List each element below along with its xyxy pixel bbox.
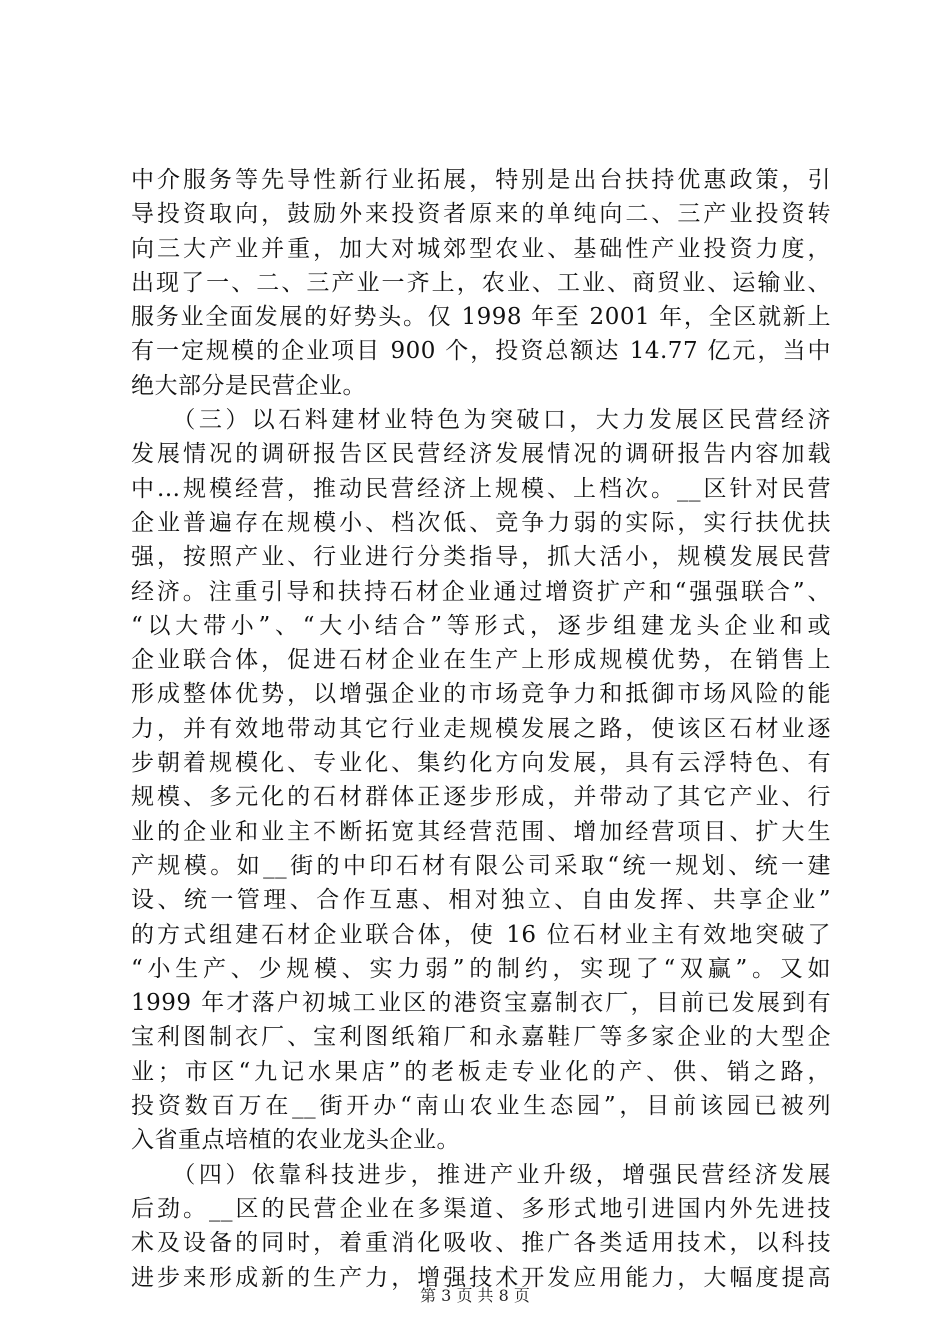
text-line: 规模、多元化的石材群体正逐步形成，并带动了其它产业、行 bbox=[131, 784, 831, 811]
text-line: 绝大部分是民营企业。 bbox=[131, 372, 366, 399]
text-line: 后劲。__区的民营企业在多渠道、多形式地引进国内外先进技 bbox=[131, 1195, 831, 1222]
text-line: 经济。注重引导和扶持石材企业通过增资扩产和“强强联合”、 bbox=[131, 578, 831, 605]
text-line: 向三大产业并重，加大对城郊型农业、基础性产业投资力度， bbox=[131, 235, 831, 262]
text-line: 导投资取向，鼓励外来投资者原来的单纯向二、三产业投资转 bbox=[131, 201, 831, 228]
text-line: 出现了一、二、三产业一齐上，农业、工业、商贸业、运输业、 bbox=[131, 269, 831, 296]
text-line: 进步来形成新的生产力，增强技术开发应用能力，大幅度提高 bbox=[131, 1264, 831, 1291]
page-number-footer: 第 3 页 共 8 页 bbox=[420, 1286, 530, 1305]
document-body bbox=[131, 163, 831, 1295]
text-line: 业的企业和业主不断拓宽其经营范围、增加经营项目、扩大生 bbox=[131, 818, 831, 845]
text-line: 1999 年才落户初城工业区的港资宝嘉制衣厂，目前已发展到有 bbox=[131, 990, 831, 1017]
text-line: 入省重点培植的农业龙头企业。 bbox=[131, 1127, 460, 1154]
text-line: 服务业全面发展的好势头。仅 1998 年至 2001 年，全区就新上 bbox=[131, 304, 831, 331]
text-line: 有一定规模的企业项目 900 个，投资总额达 14.77 亿元，当中 bbox=[131, 338, 831, 365]
text-line: 发展情况的调研报告区民营经济发展情况的调研报告内容加载 bbox=[131, 441, 831, 468]
text-line: 的方式组建石材企业联合体，使 16 位石材业主有效地突破了 bbox=[131, 921, 831, 948]
text-line: 宝利图制衣厂、宝利图纸箱厂和永嘉鞋厂等多家企业的大型企 bbox=[131, 1024, 831, 1051]
text-line: 企业联合体，促进石材企业在生产上形成规模优势，在销售上 bbox=[131, 647, 831, 674]
text-line: 术及设备的同时，着重消化吸收、推广各类适用技术，以科技 bbox=[131, 1230, 831, 1257]
text-line: 中...规模经营，推动民营经济上规模、上档次。__区针对民营 bbox=[131, 475, 831, 502]
text-line: 企业普遍存在规模小、档次低、竞争力弱的实际，实行扶优扶 bbox=[131, 509, 831, 536]
text-line: 业；市区“九记水果店”的老板走专业化的产、供、销之路， bbox=[131, 1058, 831, 1085]
text-line: 投资数百万在__街开办“南山农业生态园”，目前该园已被列 bbox=[131, 1093, 831, 1120]
text-line: 中介服务等先导性新行业拓展，特别是出台扶持优惠政策，引 bbox=[131, 167, 831, 193]
text-line: 设、统一管理、合作互惠、相对独立、自由发挥、共享企业” bbox=[131, 887, 831, 914]
text-line: “小生产、少规模、实力弱”的制约，实现了“双赢”。又如 bbox=[131, 955, 831, 982]
text-line: 形成整体优势，以增强企业的市场竞争力和抵御市场风险的能 bbox=[131, 681, 831, 708]
text-line: （四）依靠科技进步，推进产业升级，增强民营经济发展 bbox=[131, 1161, 831, 1188]
text-line: 强，按照产业、行业进行分类指导，抓大活小，规模发展民营 bbox=[131, 544, 831, 571]
text-line: 产规模。如__街的中印石材有限公司采取“统一规划、统一建 bbox=[131, 852, 831, 879]
text-line: 步朝着规模化、专业化、集约化方向发展，具有云浮特色、有 bbox=[131, 750, 831, 777]
text-line: 力，并有效地带动其它行业走规模发展之路，使该区石材业逐 bbox=[131, 715, 831, 742]
text-line: （三）以石料建材业特色为突破口，大力发展区民营经济 bbox=[131, 407, 831, 434]
text-line: “以大带小”、“大小结合”等形式，逐步组建龙头企业和或 bbox=[131, 612, 831, 639]
